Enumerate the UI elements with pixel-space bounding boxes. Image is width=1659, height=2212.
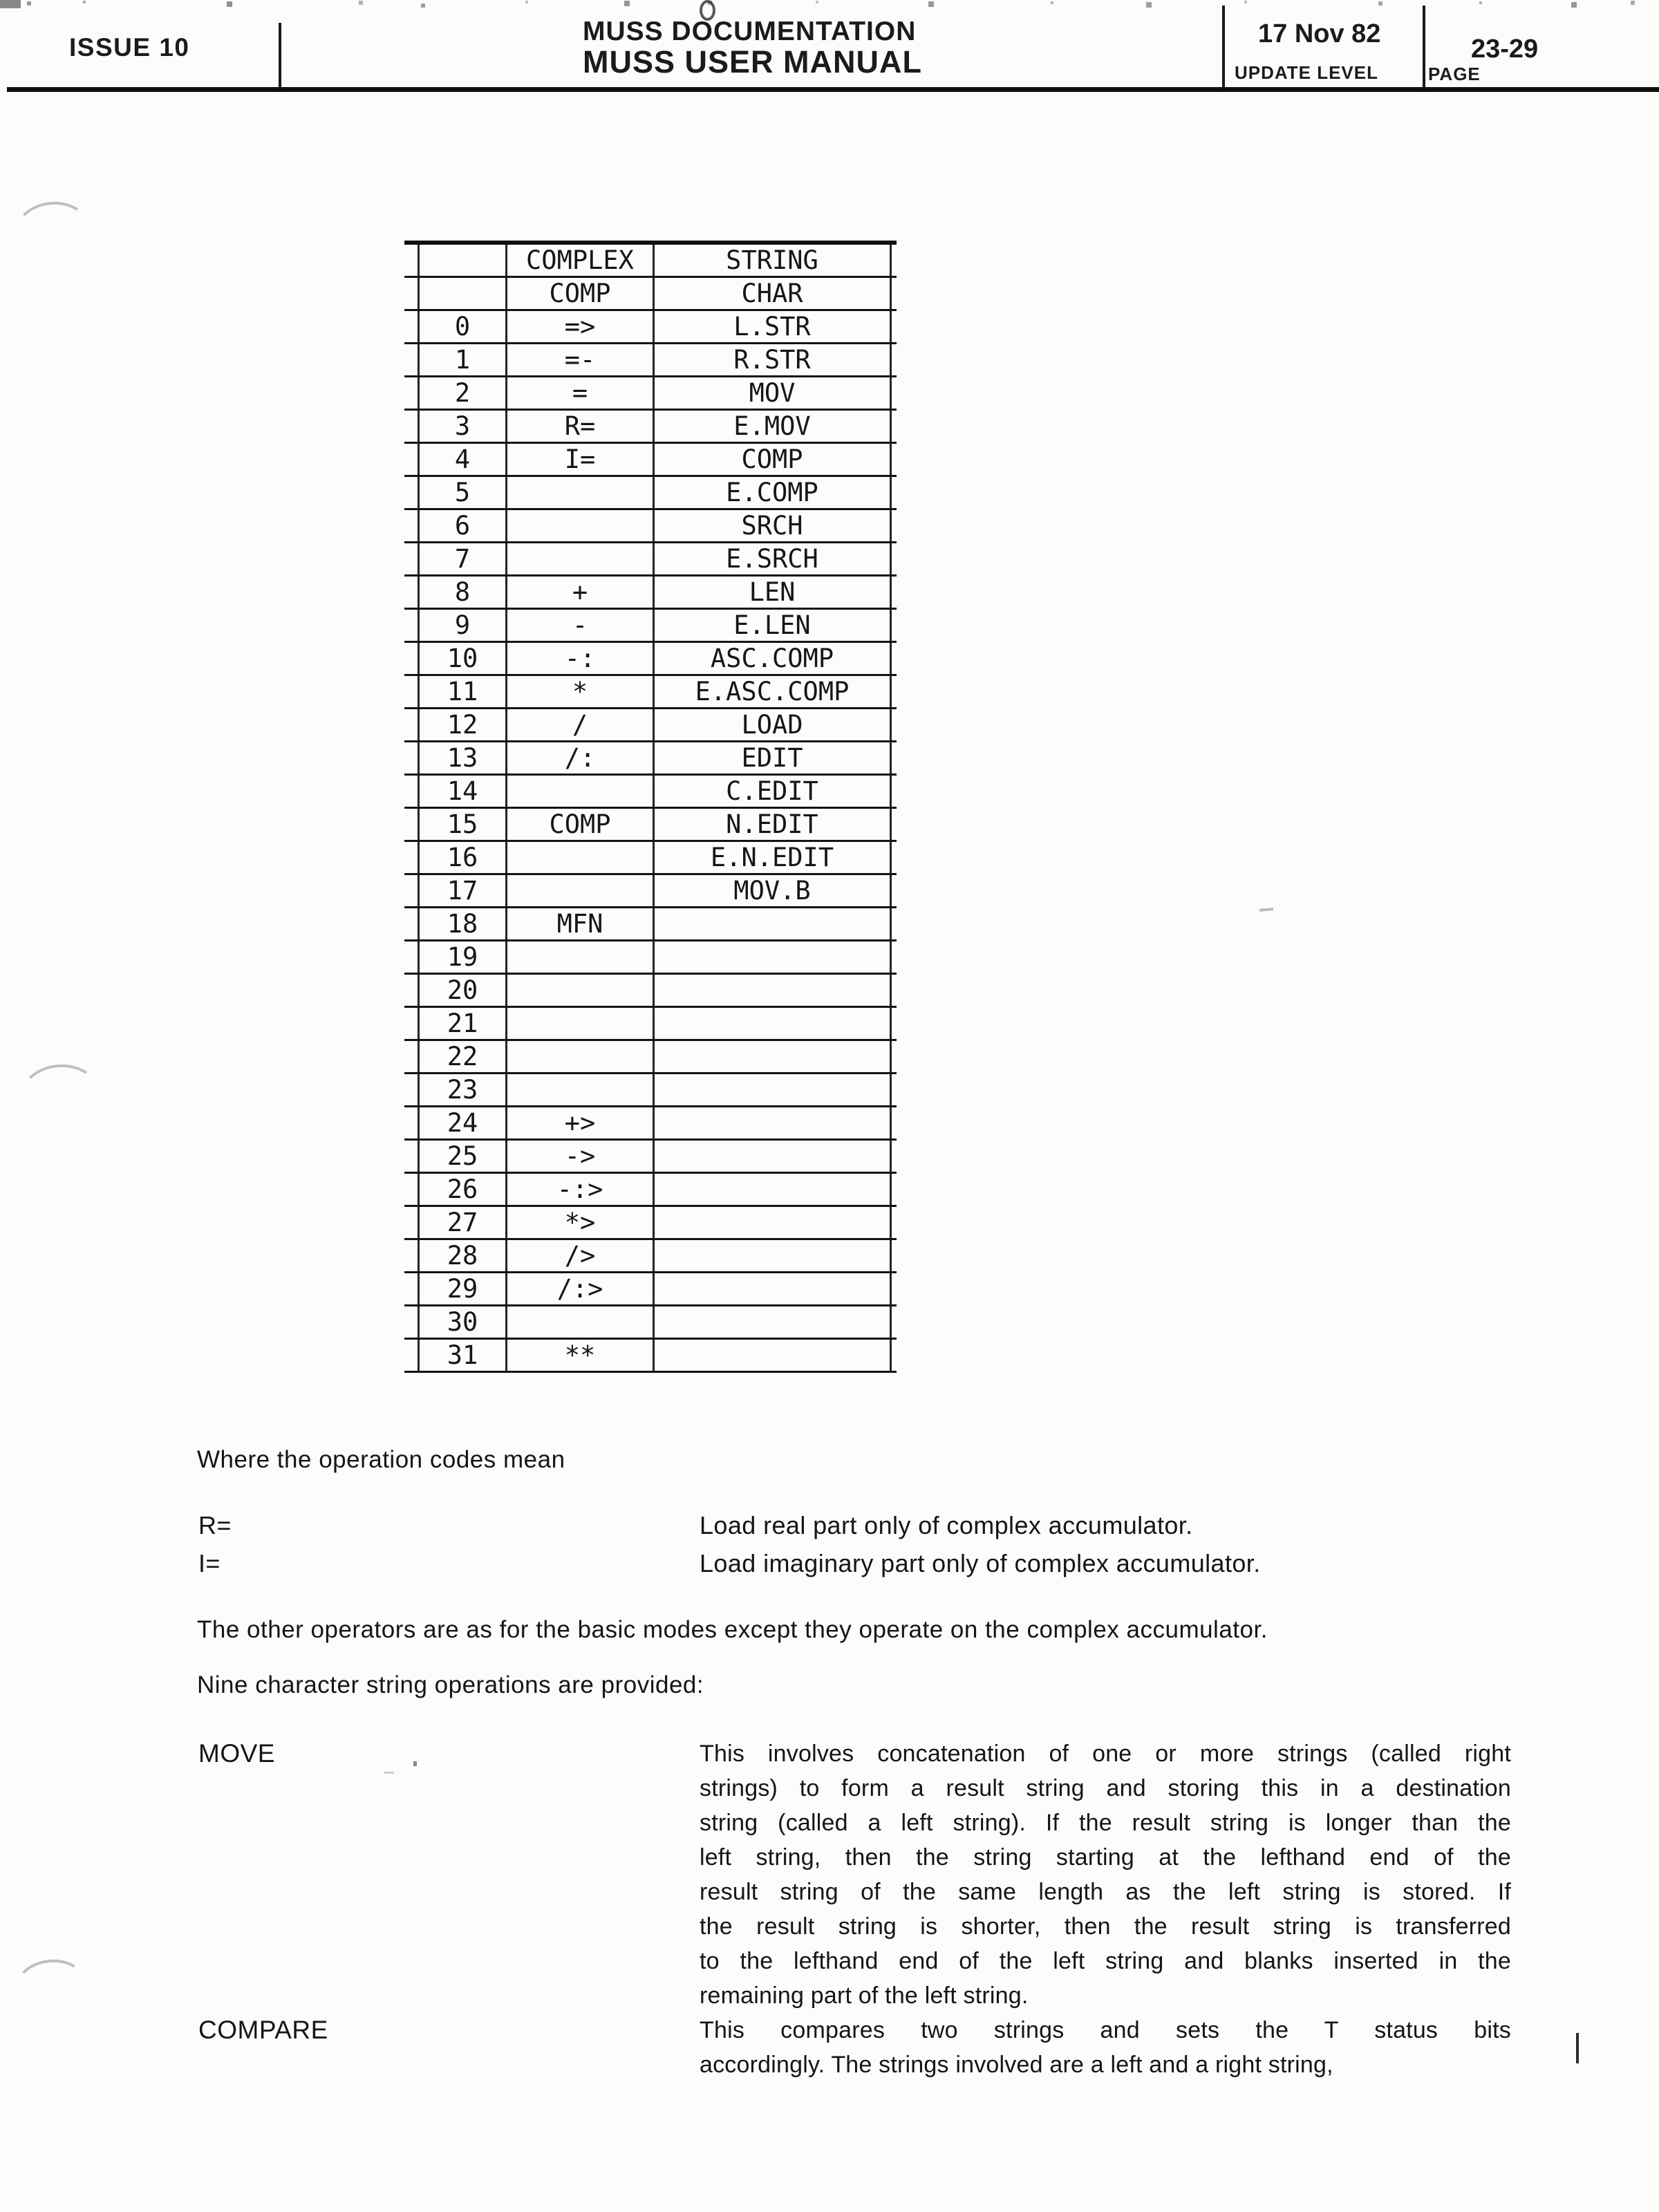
op-code-number-cell: 29	[418, 1273, 507, 1304]
description-line: to the lefthand end of the left string and blanks inserted in the	[700, 1948, 1511, 1974]
string-op-cell	[655, 941, 892, 973]
corner-cell	[418, 245, 507, 276]
op-code-number-cell: 30	[418, 1306, 507, 1338]
description-line: result string of the same length as the left string is stored. If	[700, 1879, 1511, 1905]
op-code-symbol: I=	[198, 1549, 221, 1577]
table-row	[404, 610, 897, 643]
complex-op-cell	[507, 510, 655, 541]
complex-op-cell	[507, 776, 655, 807]
op-code-meaning: Load imaginary part only of complex accumulator.	[700, 1549, 1261, 1577]
table-row	[404, 1174, 897, 1207]
page-number-label: PAGE	[1428, 64, 1481, 84]
description-line: accordingly. The strings involved are a left and a right string,	[700, 2052, 1333, 2078]
table-row	[404, 1074, 897, 1107]
op-code-definition-row	[198, 1511, 1261, 1549]
other-operators-paragraph: The other operators are as for the basic modes except they operate on the complex accumulator.	[197, 1616, 1268, 1643]
string-op-cell: N.EDIT	[655, 809, 892, 840]
table-row	[404, 1008, 897, 1041]
table-row	[404, 477, 897, 510]
table-subheader-row	[404, 278, 897, 311]
update-level-label: UPDATE LEVEL	[1235, 62, 1378, 83]
complex-op-cell	[507, 1041, 655, 1072]
operation-code-table	[404, 241, 897, 1373]
complex-op-cell: /:>	[507, 1273, 655, 1304]
string-op-cell	[655, 1074, 892, 1105]
table-row	[404, 1240, 897, 1273]
description-line: the result string is shorter, then the result string is transferred	[700, 1913, 1511, 1940]
complex-op-cell	[507, 1074, 655, 1105]
table-row	[404, 543, 897, 577]
string-op-cell: MOV	[655, 377, 892, 409]
string-op-cell	[655, 1107, 892, 1138]
op-code-number-cell: 1	[418, 344, 507, 375]
op-code-number-cell: 21	[418, 1008, 507, 1039]
operation-description	[700, 1736, 1511, 2013]
table-row	[404, 809, 897, 842]
string-op-cell	[655, 1207, 892, 1238]
table-row	[404, 377, 897, 411]
op-code-number-cell: 14	[418, 776, 507, 807]
complex-op-cell	[507, 1008, 655, 1039]
string-op-cell: R.STR	[655, 344, 892, 375]
operation-description	[700, 2013, 1511, 2082]
op-code-number-cell: 19	[418, 941, 507, 973]
op-code-number-cell: 9	[418, 610, 507, 641]
complex-op-cell	[507, 543, 655, 574]
complex-op-cell: -:>	[507, 1174, 655, 1205]
string-op-cell: E.MOV	[655, 411, 892, 442]
string-op-cell: LEN	[655, 577, 892, 608]
complex-op-cell: =	[507, 377, 655, 409]
header-divider	[1222, 6, 1225, 88]
complex-op-cell: />	[507, 1240, 655, 1271]
table-row	[404, 875, 897, 908]
op-code-number-cell: 2	[418, 377, 507, 409]
op-code-number-cell: 5	[418, 477, 507, 508]
table-row	[404, 510, 897, 543]
table-row	[404, 941, 897, 975]
issue-label: ISSUE 10	[69, 33, 190, 62]
table-row	[404, 311, 897, 344]
operation-block-compare	[198, 2013, 1511, 2082]
table-row	[404, 1273, 897, 1306]
revision-change-bar	[1576, 2033, 1579, 2063]
description-line: strings) to form a result string and storing this in a destination	[700, 1775, 1511, 1801]
op-code-meaning: Load real part only of complex accumulator.	[700, 1511, 1193, 1539]
complex-op-cell	[507, 477, 655, 508]
op-code-number-cell: 0	[418, 311, 507, 342]
complex-op-cell: *	[507, 676, 655, 707]
string-op-cell: ASC.COMP	[655, 643, 892, 674]
header-divider	[279, 23, 281, 88]
table-row	[404, 411, 897, 444]
string-subheader: CHAR	[655, 278, 892, 309]
op-code-number-cell: 31	[418, 1340, 507, 1371]
scan-arc-artifact	[12, 198, 93, 263]
string-op-cell: E.N.EDIT	[655, 842, 892, 873]
table-row	[404, 709, 897, 742]
string-op-cell: E.ASC.COMP	[655, 676, 892, 707]
complex-op-cell	[507, 842, 655, 873]
complex-op-cell	[507, 875, 655, 906]
string-op-cell	[655, 1008, 892, 1039]
table-row	[404, 1107, 897, 1141]
string-op-cell	[655, 1141, 892, 1172]
complex-op-cell: +>	[507, 1107, 655, 1138]
complex-subheader: COMP	[507, 278, 655, 309]
nine-operations-paragraph: Nine character string operations are provided:	[197, 1671, 704, 1698]
string-operations-list	[198, 1736, 1511, 2082]
document-title: MUSS DOCUMENTATION	[583, 17, 917, 46]
intro-line: Where the operation codes mean	[197, 1446, 565, 1473]
string-op-cell	[655, 1306, 892, 1338]
string-op-cell	[655, 1340, 892, 1371]
complex-op-cell	[507, 1306, 655, 1338]
table-row	[404, 975, 897, 1008]
op-code-number-cell: 23	[418, 1074, 507, 1105]
op-code-number-cell: 10	[418, 643, 507, 674]
string-op-cell	[655, 1041, 892, 1072]
complex-op-cell: /	[507, 709, 655, 740]
table-row	[404, 908, 897, 941]
string-op-cell: SRCH	[655, 510, 892, 541]
op-code-number-cell: 17	[418, 875, 507, 906]
complex-op-cell: **	[507, 1340, 655, 1371]
op-code-number-cell: 18	[418, 908, 507, 939]
op-code-number-cell: 16	[418, 842, 507, 873]
scan-corner-blot	[0, 0, 21, 8]
table-row	[404, 1340, 897, 1373]
header-rule	[7, 87, 1659, 92]
op-code-number-cell: 15	[418, 809, 507, 840]
scan-arc-artifact	[12, 1956, 89, 2016]
string-op-cell: L.STR	[655, 311, 892, 342]
string-op-cell: EDIT	[655, 742, 892, 774]
scan-dash-mark	[1259, 908, 1273, 912]
op-code-number-cell: 27	[418, 1207, 507, 1238]
complex-op-cell: ->	[507, 1141, 655, 1172]
description-line: This compares two strings and sets the T status bits	[700, 2017, 1511, 2043]
op-code-number-cell: 26	[418, 1174, 507, 1205]
operation-name: COMPARE	[198, 2016, 328, 2044]
string-op-cell: E.LEN	[655, 610, 892, 641]
string-op-cell	[655, 908, 892, 939]
op-code-number-cell: 20	[418, 975, 507, 1006]
header-divider	[1423, 6, 1425, 88]
description-line: string (called a left string). If the result string is longer than the	[700, 1810, 1511, 1836]
string-op-cell: COMP	[655, 444, 892, 475]
op-code-number-cell: 6	[418, 510, 507, 541]
description-line: left string, then the string starting at the lefthand end of the	[700, 1844, 1511, 1871]
op-code-number-cell: 13	[418, 742, 507, 774]
table-row	[404, 643, 897, 676]
page-number: 23-29	[1471, 35, 1539, 64]
op-code-number-cell: 12	[418, 709, 507, 740]
string-op-cell: E.COMP	[655, 477, 892, 508]
string-column-header: STRING	[655, 245, 892, 276]
string-op-cell: E.SRCH	[655, 543, 892, 574]
op-code-symbol: R=	[198, 1511, 232, 1539]
scan-arc-artifact	[19, 1061, 102, 1126]
complex-op-cell: -:	[507, 643, 655, 674]
op-code-number-cell: 28	[418, 1240, 507, 1271]
string-op-cell: MOV.B	[655, 875, 892, 906]
op-code-number-cell: 7	[418, 543, 507, 574]
complex-op-cell: MFN	[507, 908, 655, 939]
complex-op-cell: /:	[507, 742, 655, 774]
manual-title: MUSS USER MANUAL	[583, 44, 923, 79]
operation-name: MOVE	[198, 1739, 275, 1768]
table-row	[404, 344, 897, 377]
string-op-cell	[655, 975, 892, 1006]
string-op-cell	[655, 1273, 892, 1304]
string-op-cell: LOAD	[655, 709, 892, 740]
complex-op-cell: COMP	[507, 809, 655, 840]
description-line: remaining part of the left string.	[700, 1983, 1029, 2009]
op-code-number-cell: 3	[418, 411, 507, 442]
complex-op-cell	[507, 941, 655, 973]
op-code-definitions	[198, 1511, 1261, 1587]
description-line: This involves concatenation of one or more strings (called right	[700, 1741, 1511, 1767]
complex-column-header: COMPLEX	[507, 245, 655, 276]
op-code-definition-row	[198, 1549, 1261, 1587]
op-code-number-cell: 25	[418, 1141, 507, 1172]
complex-op-cell: =>	[507, 311, 655, 342]
complex-op-cell: *>	[507, 1207, 655, 1238]
table-row	[404, 1141, 897, 1174]
string-op-cell: C.EDIT	[655, 776, 892, 807]
update-level-value: 17 Nov 82	[1258, 19, 1381, 48]
op-code-number-cell: 24	[418, 1107, 507, 1138]
op-code-number-cell: 8	[418, 577, 507, 608]
table-row	[404, 1207, 897, 1240]
table-row	[404, 742, 897, 776]
table-row	[404, 444, 897, 477]
table-row	[404, 842, 897, 875]
table-row	[404, 1306, 897, 1340]
string-op-cell	[655, 1240, 892, 1271]
complex-op-cell	[507, 975, 655, 1006]
string-op-cell	[655, 1174, 892, 1205]
table-body	[404, 311, 897, 1373]
table-row	[404, 1041, 897, 1074]
corner-cell	[418, 278, 507, 309]
op-code-number-cell: 11	[418, 676, 507, 707]
complex-op-cell: =-	[507, 344, 655, 375]
complex-op-cell: +	[507, 577, 655, 608]
operation-block-move	[198, 1736, 1511, 2013]
table-header-row	[404, 245, 897, 278]
table-row	[404, 577, 897, 610]
op-code-number-cell: 4	[418, 444, 507, 475]
op-code-number-cell: 22	[418, 1041, 507, 1072]
table-row	[404, 676, 897, 709]
complex-op-cell: -	[507, 610, 655, 641]
complex-op-cell: I=	[507, 444, 655, 475]
complex-op-cell: R=	[507, 411, 655, 442]
table-row	[404, 776, 897, 809]
